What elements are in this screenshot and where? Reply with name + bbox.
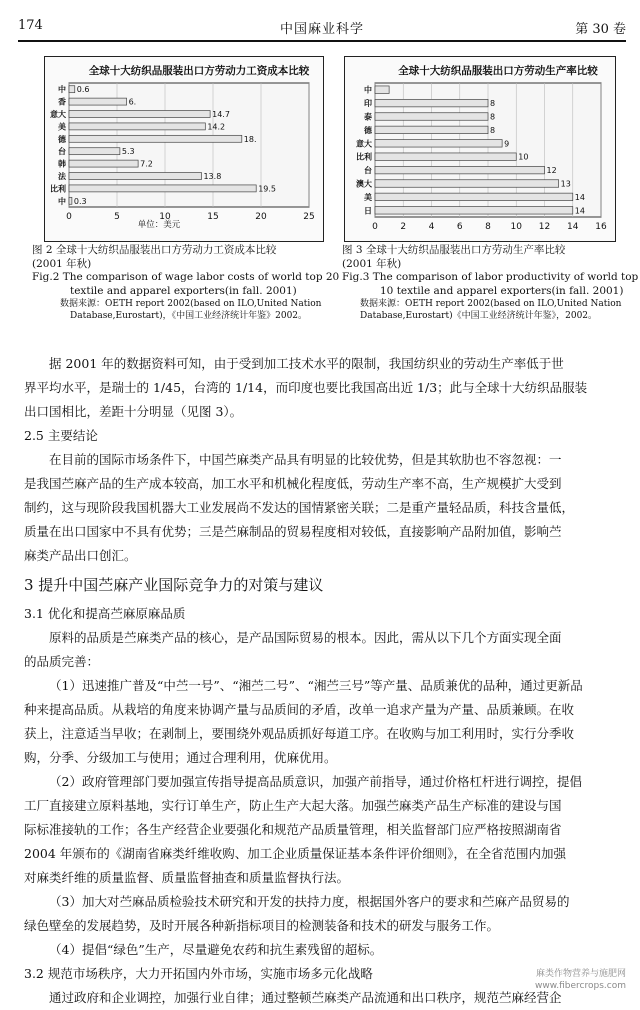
bar [69,148,120,155]
caption-en-cont: 10 textile and apparel exporters(in fall. 2001) [380,284,624,297]
paragraph-line: （3）加大对苎麻品质检验技术研究和开发的扶持力度，根据国外客户的要求和苎麻产品贸易的 [49,894,570,909]
paragraph-line: （4）提倡“绿色”生产，尽量避免农药和抗生素残留的超标。 [49,942,383,957]
data-label: 19.5 [258,184,277,194]
bar [375,166,545,174]
header-rule [18,40,626,42]
body-text [24,352,620,1010]
journal-name: 中国麻业科学 [279,22,364,37]
bar [375,193,573,201]
data-label: 12 [546,166,557,176]
bar [375,140,502,148]
paragraph-line: 界平均水平，是瑞士的 1/45，台湾的 1/14，而印度也要比我国高出近 1/3；此与全球十大纺织品服装 [24,380,588,395]
section-heading-3-2: 3.2 规范市场秩序，大力开拓国内外市场，实施市场多元化战略 [24,966,373,981]
bar [69,185,256,192]
category-label: 意大 [356,139,372,149]
x-tick-label: 25 [303,212,315,222]
paragraph-line: 通过政府和企业调控，加强行业自律；通过整顿苎麻类产品流通和出口秩序，规范苎麻经营企 [49,990,562,1005]
bar [375,153,516,161]
section-heading-2-5: 2.5 主要结论 [24,428,98,443]
category-label: 德 [364,125,372,135]
paragraph-line: 购，分季、分级加工与使用；通过合理利用，优麻优用。 [24,750,337,765]
data-label: 14.2 [207,122,226,132]
category-label: 台 [364,166,372,176]
paragraph-line: 原料的品质是苎麻类产品的核心，是产品国际贸易的根本。因此，需从以下几个方面实现全面 [49,630,562,645]
category-label: 台 [58,147,66,157]
data-label: 7.2 [140,159,153,169]
x-tick-label: 10 [510,222,522,232]
data-source-cont: Database,Eurostart)，《中国工业经济统计年鉴》2002。 [70,311,308,321]
x-tick-label: 14 [567,222,579,232]
category-label: 德 [58,134,66,144]
category-label: 日 [364,206,372,216]
bar [375,99,488,107]
paragraph-line: （1）迅速推广普及“中苎一号”、“湘苎二号”、“湘苎三号”等产量、品质兼优的品种，通过更新品 [49,678,583,693]
section-heading-3-1: 3.1 优化和提高苎麻原麻品质 [24,606,186,621]
x-axis-label: 单位：美元 [137,220,181,230]
data-label: 13 [560,179,571,189]
bar [375,86,389,94]
x-tick-label: 4 [428,222,435,232]
paragraph-line: （2）政府管理部门要加强宣传指导提高品质意识，加强产前指导，通过价格杠杆进行调控，提倡 [49,774,582,789]
paragraph-line: 据 2001 年的数据资料可知，由于受到加工技术水平的限制，我国纺织业的劳动生产率低于世 [49,356,564,371]
category-label: 印 [364,99,372,109]
paragraph-line: 的品质完善： [24,654,100,669]
x-tick-label: 10 [159,212,171,222]
x-tick-label: 6 [456,222,463,232]
watermark-title: 麻类作物营养与施肥网 [535,969,626,979]
paragraph-line: 出口国相比，差距十分明显（见图 3）。 [24,404,243,419]
category-label: 意大 [50,110,66,119]
data-label: 5.3 [121,147,135,157]
data-label: 8 [490,99,496,109]
category-label: 比利 [356,152,372,162]
data-source: 数据来源：OETH report 2002(based on ILO,United Nation [360,299,622,309]
paragraph-line: 对麻类纤维的质量监督、质量监督抽查和质量监督执行法。 [24,870,350,885]
data-label: 14.7 [212,110,230,119]
category-label: 中 [58,196,66,206]
paragraph-line: 工厂直接建立原料基地，实行订单生产，防止生产大起大落。加强苎麻类产品生产标准的建设与国 [24,798,562,813]
caption-zh: 图 3 全球十大纺织品服装出口方劳动生产率比较 [342,244,566,256]
data-label: 6. [128,97,137,107]
caption-zh-date: (2001 年秋) [342,257,402,270]
chart-title: 全球十大纺织品服装出口方劳动力工资成本比较 [88,65,310,77]
x-tick-label: 12 [538,222,551,232]
bar [69,173,201,180]
paragraph-line: 2004 年颁布的《湖南省麻类纤维收购、加工企业质量保证基本条件评价细则》，在全省范围内加强 [24,846,567,861]
category-label: 泰 [364,112,372,122]
data-label: 18. [243,134,257,144]
paragraph-line: 获上，注意适当早收；在剥制上，要围绕外观品质抓好每道工序。在收购与加工利用时，实行分季收 [24,726,575,741]
data-source: 数据来源：OETH report 2002(based on ILO,United Nation [60,299,322,309]
figure-3-caption [342,244,638,322]
bar [375,126,488,134]
paragraph-line: 麻类产品出口创汇。 [24,548,137,563]
bar [69,160,138,167]
data-label: 8 [490,125,496,135]
section-heading-3: 3 提升中国苎麻产业国际竞争力的对策与建议 [24,576,324,594]
category-label: 美 [364,192,372,202]
category-label: 中 [58,85,66,95]
bar [375,207,573,215]
running-header [18,18,626,38]
category-label: 香 [58,97,66,107]
productivity-chart [345,57,615,241]
data-label: 14 [574,206,585,216]
page-number: 174 [18,18,43,33]
data-label: 0.3 [73,196,87,206]
category-label: 韩 [58,159,66,169]
x-tick-label: 0 [66,212,72,222]
category-label: 美 [58,122,66,132]
data-label: 8 [490,112,496,122]
caption-zh: 图 2 全球十大纺织品服装出口方劳动力工资成本比较 [32,244,277,256]
bar [69,86,75,93]
paragraph-line: 在目前的国际市场条件下，中国苎麻类产品具有明显的比较优势，但是其软肋也不容忽视：一 [49,452,562,467]
x-tick-label: 8 [485,222,491,232]
x-tick-label: 5 [114,212,120,222]
bar [69,135,242,142]
chart-title: 全球十大纺织品服装出口方劳动生产率比较 [398,65,598,77]
caption-zh-date: (2001 年秋) [32,257,92,270]
paragraph-line: 制约，这与现阶段我国机器大工业发展尚不发达的国情紧密关联；二是重产量轻品质，科技含量低， [24,500,575,515]
paragraph-line: 种来提高品质。从栽培的角度来协调产量与品质间的矛盾，改单一追求产量为产量、品质兼顾。在收 [24,702,575,717]
data-source-cont: Database,Eurostart)《中国工业经济统计年鉴》，2002。 [360,311,598,321]
bar [375,180,559,188]
figure-3-chart [344,56,616,242]
data-label: 9 [504,139,510,149]
figure-2-caption [32,244,339,322]
data-label: 10 [518,152,529,162]
paragraph-line: 是我国苎麻产品的生产成本较高，加工水平和机械化程度低，劳动生产率不高，生产规模扩大受到 [24,476,562,491]
x-tick-label: 20 [255,212,267,222]
x-tick-label: 15 [207,212,219,222]
watermark [535,968,626,992]
bar [69,98,127,105]
caption-en: Fig.2 The comparison of wage labor costs of world top 20 [32,271,340,283]
x-tick-label: 2 [400,222,407,232]
bar [375,113,488,121]
wage-cost-chart [45,57,323,241]
bar [69,197,72,204]
volume-label: 第 30 卷 [575,22,626,37]
category-label: 法 [58,172,66,181]
data-label: 13.8 [203,172,222,181]
category-label: 比利 [50,184,66,194]
watermark-url: www.fibercrops.com [535,981,626,991]
x-tick-label: 16 [595,222,607,232]
bar [69,123,205,130]
figure-2-chart [44,56,324,242]
category-label: 澳大 [356,179,372,189]
data-label: 0.6 [76,85,90,95]
category-label: 中 [364,85,372,95]
bar [69,111,210,118]
paragraph-line: 绿色壁垒的发展趋势，及时开展各种新指标项目的检测装备和技术的研发与服务工作。 [24,918,500,933]
caption-en-cont: textile and apparel exporters(in fall. 2001) [70,284,297,297]
paragraph-line: 际标准接轨的工作；各生产经营企业要强化和规范产品质量管理，相关监督部门应严格按照湖南省 [24,822,562,837]
x-tick-label: 0 [372,222,378,232]
data-label: 14 [574,192,585,202]
paragraph-line: 质量在出口国家中不具有优势；三是苎麻制品的贸易程度相对较低，直接影响产品附加值，影响苎 [24,524,562,539]
caption-en: Fig.3 The comparison of labor productivity of world top [342,271,639,283]
